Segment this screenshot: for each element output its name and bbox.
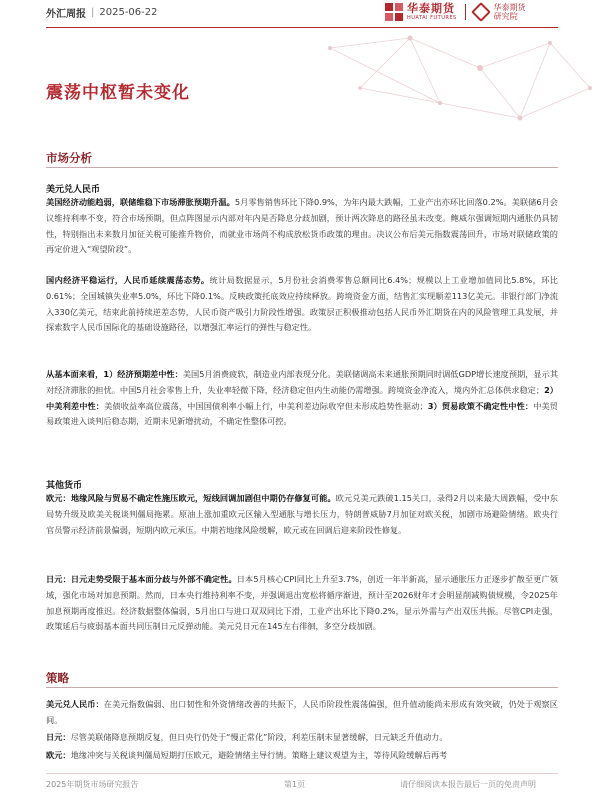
- logo-divider: [465, 4, 466, 20]
- p3-body3: 中美贸易政策进入谈判后稳态期，近期未见新增扰动，不确定性整体可控。: [46, 400, 558, 427]
- eur-body: 欧元兑美元跌破1.15关口，录得2月以来最大周跌幅，受中东局势升级及欧美关税谈判僵局拖累。原油上涨加重欧元区输入型通胀与增长压力，特朗普威胁7月加征对欧关税，加剧市场避险情绪。欧央行官员警示经济前景偏弱，短期内欧元承压。中期若地缘风险缓解，欧元或在回调后迎来阶段性修复。: [46, 493, 558, 535]
- institute-icon: [471, 2, 491, 22]
- s1-label: 美元兑人民币：: [46, 699, 104, 709]
- paragraph-us-economy: [46, 195, 558, 258]
- jpy-lead: 日元走势受限于基本面分歧与外部不确定性。: [70, 574, 237, 584]
- huatai-logo-icon: [385, 3, 403, 21]
- logo-cn: 华泰期货: [407, 2, 455, 15]
- paragraph-eur: [46, 491, 558, 538]
- institute-line1: 华泰期货: [493, 2, 526, 12]
- header-separator: |: [91, 6, 95, 18]
- jpy-body: 日本5月核心CPI同比上升至3.7%，创近一年半新高，显示通胀压力正逐步扩散至更广领域，强化市场对加息预期。然而，日本央行维持利率不变，并强调退出宽松将循序渐进，预计至2026财年才会明显削减购债规模，令2025年加息预期再度推迟。经济数据整体偏弱，5月出口与进口双双同比下滑，工业产出环比下降0.2%，显示外需与产出双压共振。尽管CPI走强，政策延后与疲弱基本面共同压制日元反弹动能。美元兑日元在145左右徘徊，多空分歧加剧。: [46, 574, 558, 632]
- s3-label: 欧元：: [46, 750, 71, 760]
- footer-report-name: 2025年期货市场研究报告: [46, 780, 139, 789]
- section-market-analysis: 市场分析: [46, 151, 92, 165]
- p3-body2: 美债收益率高位震荡，中国国债利率小幅上行，中美利差边际收窄但未形成趋势性驱动；: [104, 400, 428, 411]
- paragraph-fundamentals: [46, 367, 558, 430]
- footer-disclaimer: 请仔细阅读本报告最后一页的免责声明: [400, 780, 536, 789]
- jpy-label: 日元：: [46, 574, 71, 584]
- p1-lead: 美国经济动能趋弱，联储维稳下市场滞胀预期升温。: [46, 197, 235, 207]
- p3-lead2: 2）中美利差中性：: [46, 384, 558, 411]
- section-strategy: 策略: [46, 671, 69, 685]
- footer-page-number: 第1页: [284, 780, 306, 789]
- eur-label: 欧元：: [46, 493, 71, 503]
- brand-logos: [385, 0, 526, 24]
- section-divider: [46, 687, 558, 688]
- section-divider: [46, 167, 558, 168]
- p1-body: 5月零售销售环比下降0.9%，为年内最大跌幅，工业产出亦环比回落0.2%。美联储6月会议维持利率不变，符合市场预期，但点阵图显示内部对年内是否降息分歧加剧，预计两次降息的路径虽未改变。鲍威尔强调短期内通胀仍具韧性，特别指出未来数月加征关税可能推升物价，而就业市场尚不构成放松货币政策的理由。决议公布后美元指数震荡回升，市场对联储政策的再定价进入“观望阶段”。: [46, 197, 558, 255]
- network-decoration: [300, 28, 600, 138]
- eur-lead: 地缘风险与贸易不确定性施压欧元，短线回调加剧但中期仍存修复可能。: [70, 493, 336, 503]
- footer-rule: [46, 773, 558, 774]
- paragraph-strategy-eur: [46, 748, 558, 764]
- s2-label: 日元：: [46, 732, 71, 742]
- subhead-usd-cny: 美元兑人民币: [46, 185, 101, 195]
- institute-line2: 研究院: [493, 12, 518, 21]
- p3-lead1: 从基本面来看，1）经济预期差中性：: [46, 369, 183, 379]
- s3-body: 地缘冲突与关税谈判僵局短期打压欧元，避险情绪主导行情。策略上建议观望为主，等待风险缓解后再考: [70, 750, 448, 760]
- page-title: 震荡中枢暂未变化: [46, 83, 190, 103]
- logo-en: HUATAI FUTURES: [407, 15, 457, 21]
- p2-body: 统计局数据显示，5月份社会消费零售总额同比6.4%；规模以上工业增加值同比5.8%，环比0.61%；全国城镇失业率5.0%，环比下降0.1%。反映政策托底效应持续释放。跨境资金方面，结售汇实现顺差113亿美元。非银行部门净流入330亿美元，结束此前持续逆差态势，人民币资产吸引力阶段性增强。政策层正积极推动包括人民币外汇期货在内的风险管理工具发展，并探索数字人民币国际化的基础设施路径，以增强汇率运行的弹性与稳定性。: [46, 275, 558, 333]
- paragraph-china-economy: [46, 273, 558, 336]
- paragraph-strategy-cny: [46, 697, 558, 729]
- report-type: 外汇周报: [46, 8, 86, 20]
- p3-lead3: 3）贸易政策不确定性中性：: [427, 400, 534, 411]
- subhead-other-currencies: 其他货币: [46, 481, 83, 491]
- p2-lead: 国内经济平稳运行，人民币延续震荡态势。: [46, 275, 210, 285]
- huatai-logo-text: [407, 3, 457, 21]
- s1-body: 在美元指数偏弱、出口韧性和外资情绪改善的共振下，人民币阶段性震荡偏强，但升值动能尚未形成有效突破，仍处于观察区间。: [46, 699, 558, 725]
- paragraph-jpy: [46, 572, 558, 635]
- paragraph-strategy-jpy: [46, 730, 558, 746]
- s2-body: 尽管美联储降息预期反复，但日央行仍处于“慢正常化”阶段，利差压制未显著缓解，日元缺乏升值动力。: [70, 732, 448, 742]
- p3-body1: 美国5月消费疲软，制造业内部表现分化。美联储调高未来通胀预期同时调低GDP增长速度预期，显示其对经济滞胀的担忧。中国5月社会零售上升，失业率轻微下降，经济稳定但内生动能仍需增强。跨境资金净流入，境内外汇总体供求稳定；: [46, 369, 559, 395]
- institute-logo: [474, 3, 526, 21]
- report-date: 2025-06-22: [99, 6, 158, 18]
